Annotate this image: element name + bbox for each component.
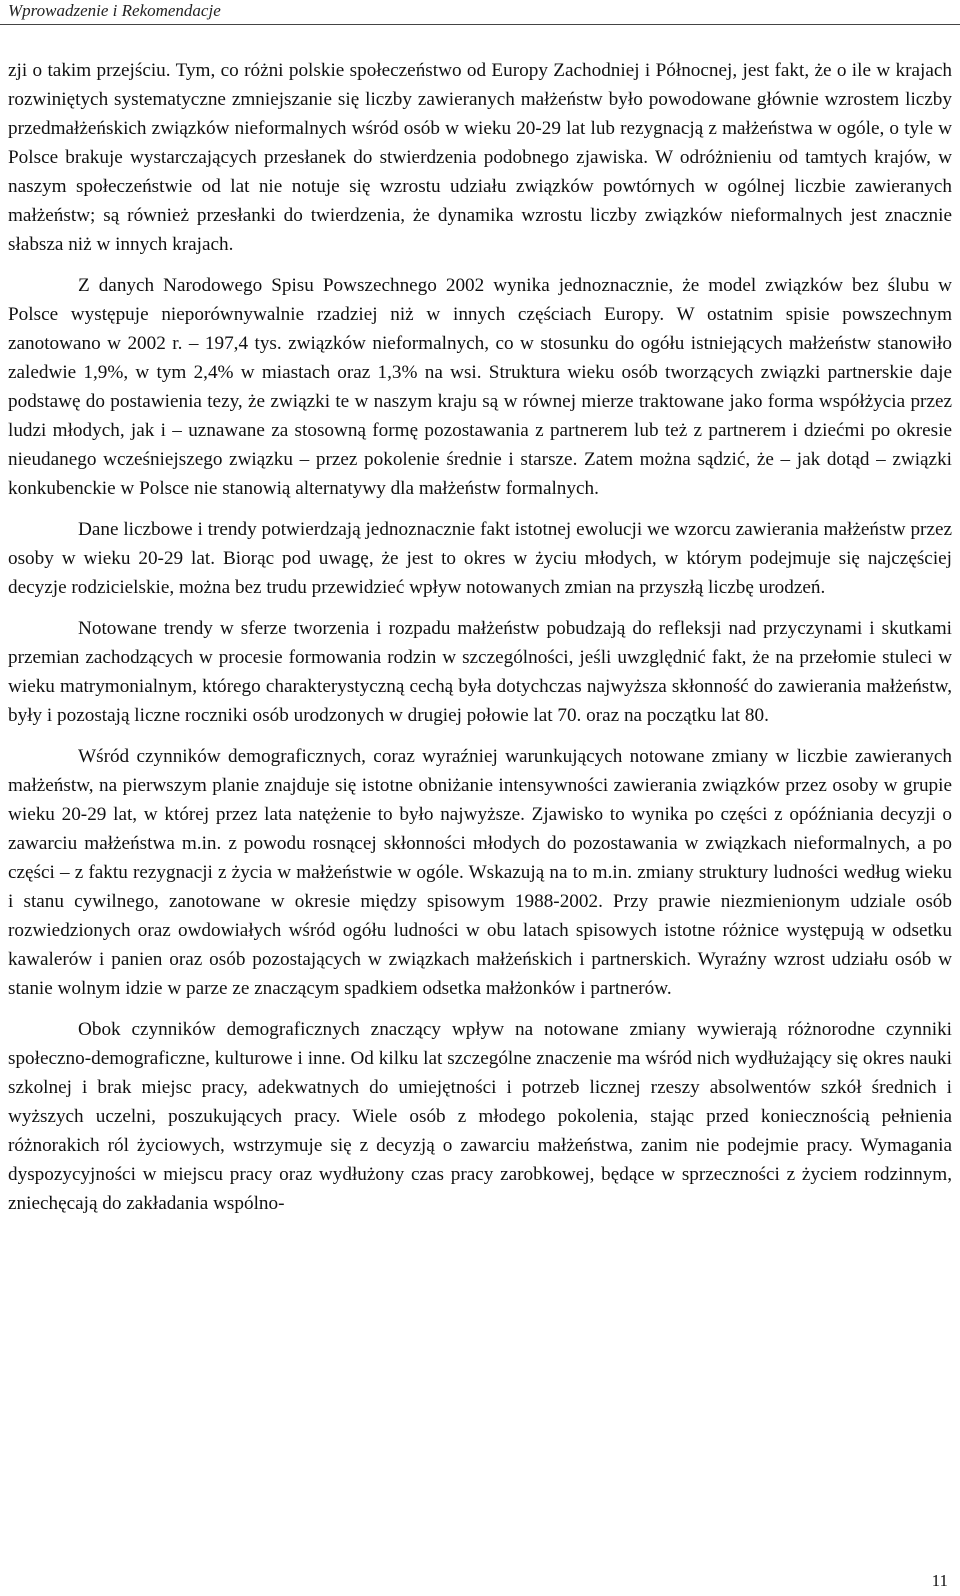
paragraph-2: Z danych Narodowego Spisu Powszechnego 2002 wynika jednoznacznie, że model związków bez ślubu w Polsce występuje nieporównywalnie rzadziej niż w innych częściach Europy. W ostatnim spisie powszechnym zanotowano w 2002 r. – 197,4 tys. związków nieformalnych, co w stosunku do ogółu istniejących małżeństw stanowiło zaledwie 1,9%, w tym 2,4% w miastach oraz 1,3% na wsi. Struktura wieku osób tworzących związki partnerskie daje podstawę do postawienia tezy, że związki te w naszym kraju są w równej mierze traktowane jako forma współżycia przez ludzi młodych, jak i – uznawane za stosowną formę pozostawania z partnerem lub też z partnerem i dziećmi po okresie nieudanego wcześniejszego związku – przez pokolenie średnie i starsze. Zatem można sądzić, że – jak dotąd – związki konkubenckie w Polsce nie stanowią alternatywy dla małżeństw formalnych.: [8, 275, 952, 499]
page-number: 11: [931, 1571, 948, 1590]
running-header: Wprowadzenie i Rekomendacje: [8, 1, 221, 20]
paragraph-3: Dane liczbowe i trendy potwierdzają jednoznacznie fakt istotnej ewolucji we wzorcu zawierania małżeństw przez osoby w wieku 20-29 lat. Biorąc pod uwagę, że jest to okres w życiu młodych, w którym podejmuje się najczęściej decyzje rodzicielskie, można bez trudu przewidzieć wpływ notowanych zmian na przyszłą liczbę urodzeń.: [8, 519, 952, 598]
paragraph-1: zji o takim przejściu. Tym, co różni polskie społeczeństwo od Europy Zachodniej i Północnej, jest fakt, że o ile w krajach rozwiniętych systematyczne zmniejszanie się liczby zawieranych małżeństw było powodowane głównie wzrostem liczby przedmałżeńskich związków nieformalnych wśród osób w wieku 20-29 lat lub rezygnacją z małżeństwa w ogóle, o tyle w Polsce brakuje wystarczających przesłanek do stwierdzenia podobnego zjawiska. W odróżnieniu od tamtych krajów, w naszym społeczeństwie od lat nie notuje się wzrostu udziału związków powtórnych w ogólnej liczbie zawieranych małżeństw; są również przesłanki do twierdzenia, że dynamika wzrostu liczby związków nieformalnych jest znacznie słabsza niż w innych krajach.: [8, 60, 952, 255]
header-divider: [0, 24, 960, 25]
paragraph-6: Obok czynników demograficznych znaczący wpływ na notowane zmiany wywierają różnorodne czynniki społeczno-demograficzne, kulturowe i inne. Od kilku lat szczególne znaczenie ma wśród nich wydłużający się okres nauki szkolnej i brak miejsc pracy, adekwatnych do umiejętności i potrzeb licznej rzeszy absolwentów szkół średnich i wyższych uczelni, poszukujących pracy. Wiele osób z młodego pokolenia, stając przed koniecznością pełnienia różnorakich ról życiowych, wstrzymuje się z decyzją o zawarciu małżeństwa, zanim nie podejmie pracy. Wymagania dyspozycyjności w miejscu pracy oraz wydłużony czas pracy zarobkowej, będące w sprzeczności z życiem rodzinnym, zniechęcają do zakładania wspólno-: [8, 1019, 952, 1214]
paragraph-4: Notowane trendy w sferze tworzenia i rozpadu małżeństw pobudzają do refleksji nad przyczynami i skutkami przemian zachodzących w procesie formowania rodzin w szczególności, jeśli uwzględnić fakt, że na przełomie stuleci w wieku matrymonialnym, którego charakterystyczną cechą była dotychczas najwyższa skłonność do zawierania małżeństw, były i pozostają liczne roczniki osób urodzonych w drugiej połowie lat 70. oraz na początku lat 80.: [8, 618, 952, 726]
paragraph-5: Wśród czynników demograficznych, coraz wyraźniej warunkujących notowane zmiany w liczbie zawieranych małżeństw, na pierwszym planie znajduje się istotne obniżanie intensywności zawierania związków przez osoby w grupie wieku 20-29 lat, w której przez lata natężenie to było najwyższe. Zjawisko to wynika po części z opóźniania decyzji o zawarciu małżeństwa m.in. z powodu rosnącej skłonności młodych do pozostawania w związkach nieformalnych, a po części – z faktu rezygnacji z życia w małżeństwie w ogóle. Wskazują na to m.in. zmiany struktury ludności według wieku i stanu cywilnego, zanotowane w okresie między spisowym 1988-2002. Przy prawie niezmienionym udziale osób rozwiedzionych oraz owdowiałych wśród ogółu ludności w obu latach spisowych istotne różnice występują w odsetku kawalerów i panien oraz osób pozostających w związkach małżeńskich i partnerskich. Wyraźny wzrost udziału osób w stanie wolnym idzie w parze ze znaczącym spadkiem odsetka małżonków i partnerów.: [8, 746, 952, 999]
document-body: [8, 56, 952, 1230]
